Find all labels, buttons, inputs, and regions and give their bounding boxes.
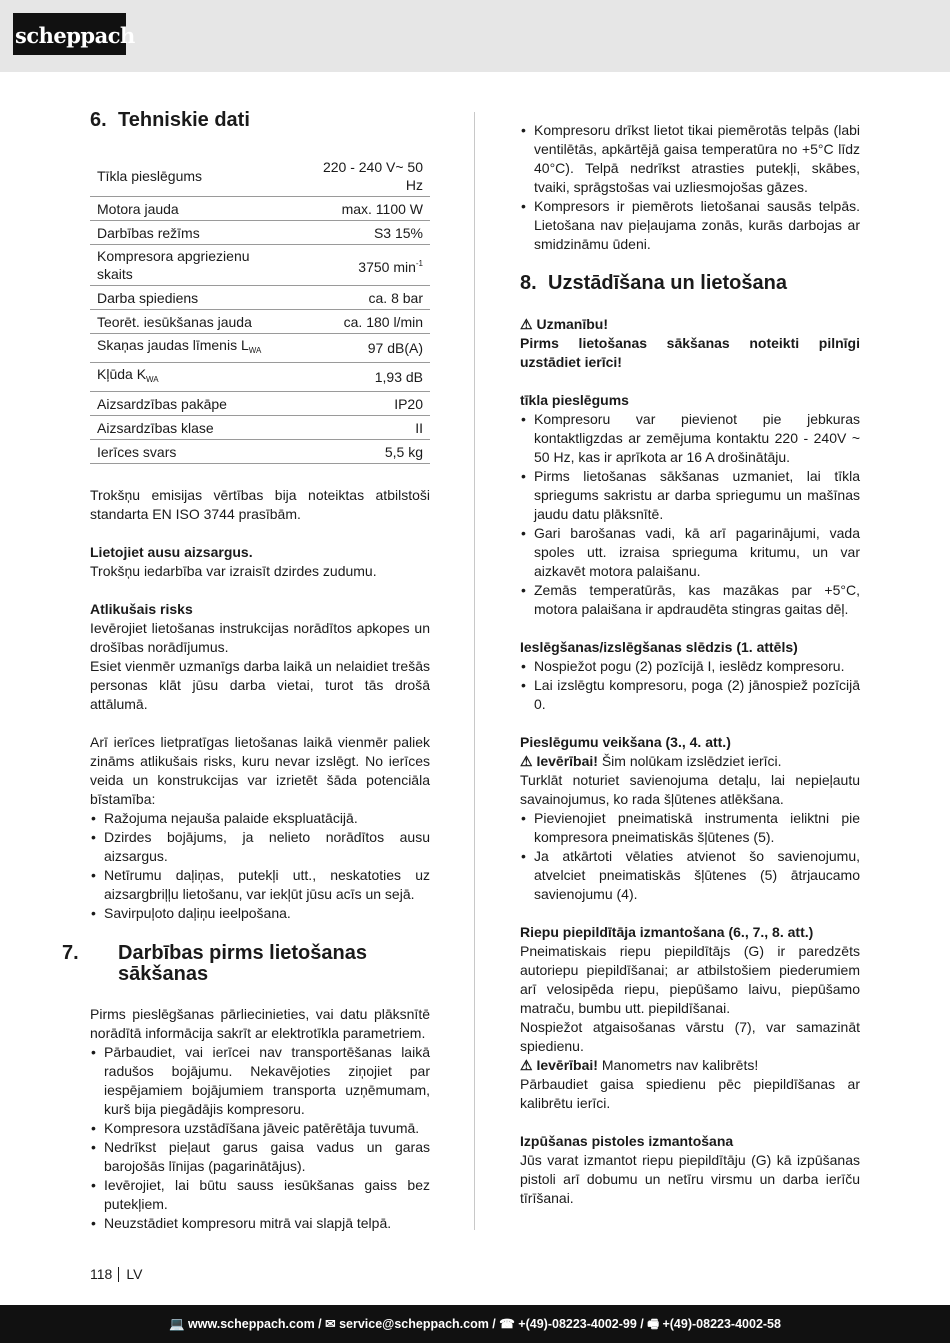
section-6-title: 6. Tehniskie dati xyxy=(90,109,250,131)
list-item: • Gari barošanas vadi, kā arī pagarinājumi, vada spoles utt. izraisa sprieguma kritumu, un var aizkavēt motora palaišanu. xyxy=(520,524,860,581)
spec-label: Ierīces svars xyxy=(90,440,296,464)
spec-table xyxy=(90,156,430,464)
list-item: • Nospiežot pogu (2) pozīcijā I, ieslēdz kompresoru. xyxy=(520,657,860,676)
connection-text: Turklāt noturiet savienojuma detaļu, lai nepieļautu savainojumus, ko rada šļūtenes atlēkšana. xyxy=(520,772,860,807)
switch-list xyxy=(520,657,860,714)
mains-heading: tīkla pieslēgums xyxy=(520,392,629,408)
spec-value: 3750 $\min^{-1}$ xyxy=(296,245,431,286)
mains-list xyxy=(520,410,860,619)
warning-icon: ⚠ xyxy=(520,316,533,332)
list-item: • Ievērojiet, lai būtu sauss iesūkšanas gaiss bez putekļiem. xyxy=(90,1176,430,1214)
warning-icon: ⚠ xyxy=(520,1057,533,1073)
list-item: • Ražojuma nejauša palaide ekspluatācijā. xyxy=(90,809,430,828)
list-item: • Lai izslēgtu kompresoru, poga (2) jānospiež pozīcijā 0. xyxy=(520,676,860,714)
section-7-intro: Pirms pieslēgšanas pārliecinieties, vai datu plāksnītē norādītā informācija sakrīt ar elektrotīkla parametriem. xyxy=(90,1006,430,1041)
list-item: • Pievienojiet pneimatiskā instrumenta ieliktni pie kompresora pneimatiskās šļūtenes (5). xyxy=(520,809,860,847)
attention-heading: ⚠ Uzmanību! xyxy=(520,316,609,332)
spec-value: II xyxy=(296,416,431,440)
connection-heading: Pieslēgumu veikšana (3., 4. att.) xyxy=(520,734,731,750)
page-number: 118 LV xyxy=(90,1266,143,1282)
spec-label: Aizsardzības klase xyxy=(90,416,296,440)
spec-value: 5,5 kg xyxy=(296,440,431,464)
spec-label: Darbības režīms xyxy=(90,221,296,245)
list-item: • Kompresora uzstādīšana jāveic patērētāja tuvumā. xyxy=(90,1119,430,1138)
spec-label: Teorēt. iesūkšanas jauda xyxy=(90,310,296,334)
tyre-inflator-heading: Riepu piepildītāja izmantošana (6., 7., 8. att.) xyxy=(520,924,814,940)
spec-value: ca. 180 l/min xyxy=(296,310,431,334)
section-7-title: 7. Darbības pirms lietošanas sākšanas xyxy=(62,942,367,985)
spec-row xyxy=(90,156,430,197)
spec-label: Tīkla pieslēgums xyxy=(90,156,296,197)
spec-label: Aizsardzības pakāpe xyxy=(90,392,296,416)
list-item: • Ja atkārtoti vēlaties atvienot šo savienojumu, atvelciet pneimatiskās šļūtenes (5) ātrjaucamo savienojumu (4). xyxy=(520,847,860,904)
spec-row xyxy=(90,245,430,286)
list-item: • Pārbaudiet, vai ierīcei nav transportēšanas laikā radušos bojājumu. Nekavējoties ziņojiet par iespējamiem bojājumiem transporta uzņēmumam, kurš bija piegādājis kompresoru. xyxy=(90,1043,430,1119)
list-item: • Kompresors ir piemērots lietošanai sausās telpās. Lietošana nav pieļaujama zonās, kurās darbojas ar smidzināmu ūdeni. xyxy=(520,197,860,254)
residual-risk-heading: Atlikušais risks xyxy=(90,601,193,617)
connection-list xyxy=(520,809,860,904)
spec-value: 220 - 240 V~ 50 Hz xyxy=(296,156,431,197)
tyre-inflator-p1: Pneimatiskais riepu piepildītājs (G) ir paredzēts autoriepu piepildīšanai; ar atbilstošiem piederumiem arī velosipēda riepu, piepūšamo laivu, piepūšamo matraču, bumbu utt. piepildīšanai. xyxy=(520,943,860,1016)
list-item: • Dzirdes bojājums, ja nelieto norādītos ausu aizsargus. xyxy=(90,828,430,866)
spec-label: Kļūda $K_{WA}$ xyxy=(90,363,296,392)
warning-icon: ⚠ xyxy=(520,753,533,769)
scheppach-logo: scheppach xyxy=(13,13,126,55)
right-column xyxy=(520,121,860,1208)
column-divider xyxy=(474,112,475,1230)
spec-label: Kompresora apgriezienu skaits xyxy=(90,245,296,286)
spec-row xyxy=(90,440,430,464)
spec-value: S3 15% xyxy=(296,221,431,245)
connection-warning: ⚠ Ievērībai! Šim nolūkam izslēdziet ierīci. xyxy=(520,753,782,769)
tyre-inflator-p2: Nospiežot atgaisošanas vārstu (7), var samazināt spiedienu. xyxy=(520,1019,860,1054)
residual-risk-p2: Esiet vienmēr uzmanīgs darba laikā un nelaidiet trešās personas klāt jūsu darba vietai, turot tās drošā attālumā. xyxy=(90,658,430,712)
residual-risk-p1: Ievērojiet lietošanas instrukcijas norādītos apkopes un drošības norādījumus. xyxy=(90,620,430,655)
attention-text: Pirms lietošanas sākšanas noteikti pilnīgi uzstādiet ierīci! xyxy=(520,335,860,370)
spec-row xyxy=(90,334,430,363)
section-7-list xyxy=(90,1043,430,1233)
spec-row xyxy=(90,416,430,440)
left-column xyxy=(62,109,430,1233)
list-item: • Kompresoru drīkst lietot tikai piemērotās telpās (labi ventilētās, apkārtējā gaisa temperatūra no +5°C līdz 40°C). Telpā nedrīkst atrasties putekļi, skābes, tvaiki, sprāgstošas vai uzliesmojošas gāzes. xyxy=(520,121,860,197)
list-item: • Nedrīkst pieļaut garus gaisa vadus un garas barojošās līnijas (pagarinātājus). xyxy=(90,1138,430,1176)
switch-heading: Ieslēgšanas/izslēgšanas slēdzis (1. attēls) xyxy=(520,639,798,655)
tyre-inflator-p3: Pārbaudiet gaisa spiedienu pēc piepildīšanas ar kalibrētu ierīci. xyxy=(520,1076,860,1111)
list-item: • Zemās temperatūrās, kas mazākas par +5°C, motora palaišana ir apdraudēta stingras gaitas dēļ. xyxy=(520,581,860,619)
spec-label: Darba spiediens xyxy=(90,286,296,310)
spec-value: max. 1100 W xyxy=(296,197,431,221)
spec-value: IP20 xyxy=(296,392,431,416)
list-item: • Pirms lietošanas sākšanas uzmaniet, lai tīkla spriegums sakristu ar darba spriegumu un mašīnas jaudu datu plāksnītē. xyxy=(520,467,860,524)
spec-label: Motora jauda xyxy=(90,197,296,221)
spec-row xyxy=(90,286,430,310)
spec-value: 1,93 dB xyxy=(296,363,431,392)
spec-row xyxy=(90,197,430,221)
spec-row xyxy=(90,221,430,245)
blow-gun-text: Jūs varat izmantot riepu piepildītāju (G) kā izpūšanas pistoli arī dobumu un netīru virsmu un darba ierīču tīrīšanai. xyxy=(520,1152,860,1206)
list-item: • Savirpuļoto daļiņu ieelpošana. xyxy=(90,904,430,923)
tyre-inflator-warning: ⚠ Ievērībai! Manometrs nav kalibrēts! xyxy=(520,1057,759,1073)
section-7-list-continued xyxy=(520,121,860,254)
spec-row xyxy=(90,310,430,334)
list-item: • Neuzstādiet kompresoru mitrā vai slapjā telpā. xyxy=(90,1214,430,1233)
spec-value: 97 dB(A) xyxy=(296,334,431,363)
residual-risk-list xyxy=(90,809,430,923)
ear-protection-heading: Lietojiet ausu aizsargus. xyxy=(90,544,253,560)
spec-row xyxy=(90,363,430,392)
blow-gun-heading: Izpūšanas pistoles izmantošana xyxy=(520,1133,734,1149)
ear-protection-text: Trokšņu iedarbība var izraisīt dzirdes zudumu. xyxy=(90,563,377,579)
list-item: • Netīrumu daļiņas, putekļi utt., neskatoties uz aizsargbriļļu lietošanu, var iekļūt jūsu acīs un sejā. xyxy=(90,866,430,904)
spec-label: Skaņas jaudas līmenis $L_{WA}$ xyxy=(90,334,296,363)
footer-bar xyxy=(0,1305,950,1343)
section-8-title: 8. Uzstādīšana un lietošana xyxy=(520,272,787,294)
footer-contacts: 💻 www.scheppach.com / ✉ service@scheppach.com / ☎ +(49)-08223-4002-99 / 🖷 +(49)-08223-4002-58 xyxy=(169,1317,781,1331)
spec-row xyxy=(90,392,430,416)
residual-risk-p3: Arī ierīces lietpratīgas lietošanas laikā vienmēr paliek zināms atlikušais risks, kuru nevar izslēgt. No ierīces veida un konstrukcijas var izrietēt šāda potenciāla bīstamība: xyxy=(90,734,430,807)
list-item: • Kompresoru var pievienot pie jebkuras kontaktligzdas ar zemējuma kontaktu 220 - 240V ~ 50 Hz, kas ir aprīkota ar 16 A drošinātāju. xyxy=(520,410,860,467)
spec-value: ca. 8 bar xyxy=(296,286,431,310)
header-bar xyxy=(0,0,950,72)
noise-text: Trokšņu emisijas vērtības bija noteiktas atbilstoši standarta EN ISO 3744 prasībām. xyxy=(90,487,430,522)
